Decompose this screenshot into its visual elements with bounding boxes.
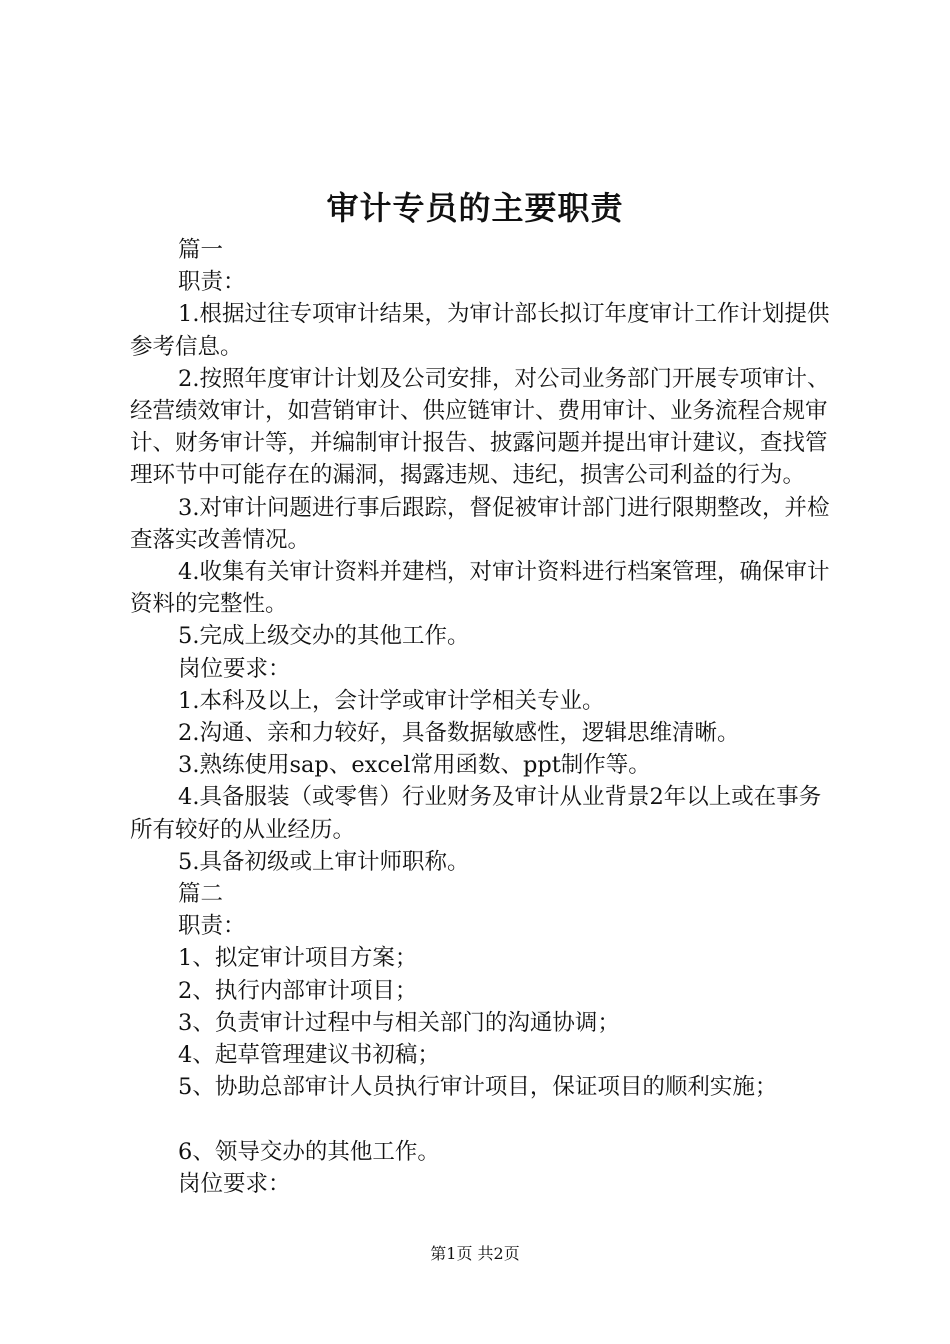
duties-heading-2: 职责： bbox=[178, 913, 246, 940]
duty-item: 4、起草管理建议书初稿； bbox=[178, 1042, 440, 1069]
duty-item: 1、拟定审计项目方案； bbox=[178, 945, 418, 972]
requirements-heading-2: 岗位要求： bbox=[178, 1170, 291, 1197]
duty-paragraph: 5.完成上级交办的其他工作。 bbox=[178, 623, 470, 650]
duty-paragraph: 3.对审计问题进行事后跟踪，督促被审计部门进行限期整改，并检查落实改善情况。 bbox=[130, 494, 830, 553]
duty-paragraph: 1.根据过往专项审计结果，为审计部长拟订年度审计工作计划提供参考信息。 bbox=[130, 301, 830, 360]
requirement-paragraph: 5.具备初级或上审计师职称。 bbox=[178, 848, 470, 875]
requirements-heading-1: 岗位要求： bbox=[178, 655, 291, 682]
duty-item: 5、协助总部审计人员执行审计项目，保证项目的顺利实施； bbox=[178, 1074, 778, 1101]
document-body bbox=[130, 234, 840, 1200]
requirement-paragraph: 2.沟通、亲和力较好，具备数据敏感性，逻辑思维清晰。 bbox=[178, 720, 740, 747]
duties-heading-1: 职责： bbox=[178, 269, 246, 296]
duty-item: 2、执行内部审计项目； bbox=[178, 977, 418, 1004]
section-heading-2: 篇二 bbox=[178, 881, 224, 908]
page-footer: 第1页 共2页 bbox=[430, 1244, 520, 1263]
requirement-paragraph: 1.本科及以上，会计学或审计学相关专业。 bbox=[178, 687, 605, 714]
duty-paragraph: 4.收集有关审计资料并建档，对审计资料进行档案管理，确保审计资料的完整性。 bbox=[130, 559, 830, 618]
duty-paragraph: 2.按照年度审计计划及公司安排，对公司业务部门开展专项审计、经营绩效审计，如营销审计、供应链审计、费用审计、业务流程合规审计、财务审计等，并编制审计报告、披露问题并提出审计建议，查找管理环节中可能存在的漏洞，揭露违规、违纪，损害公司利益的行为。 bbox=[130, 365, 830, 489]
requirement-paragraph: 4.具备服装（或零售）行业财务及审计从业背景2年以上或在事务所有较好的从业经历。 bbox=[130, 784, 822, 843]
page-title: 审计专员的主要职责 bbox=[326, 189, 624, 227]
duty-item: 3、负责审计过程中与相关部门的沟通协调； bbox=[178, 1009, 620, 1036]
duty-item: 6、领导交办的其他工作。 bbox=[178, 1138, 440, 1165]
requirement-paragraph: 3.熟练使用sap、excel常用函数、ppt制作等。 bbox=[178, 752, 651, 779]
section-heading-1: 篇一 bbox=[178, 237, 224, 263]
blank-line bbox=[130, 1103, 840, 1135]
